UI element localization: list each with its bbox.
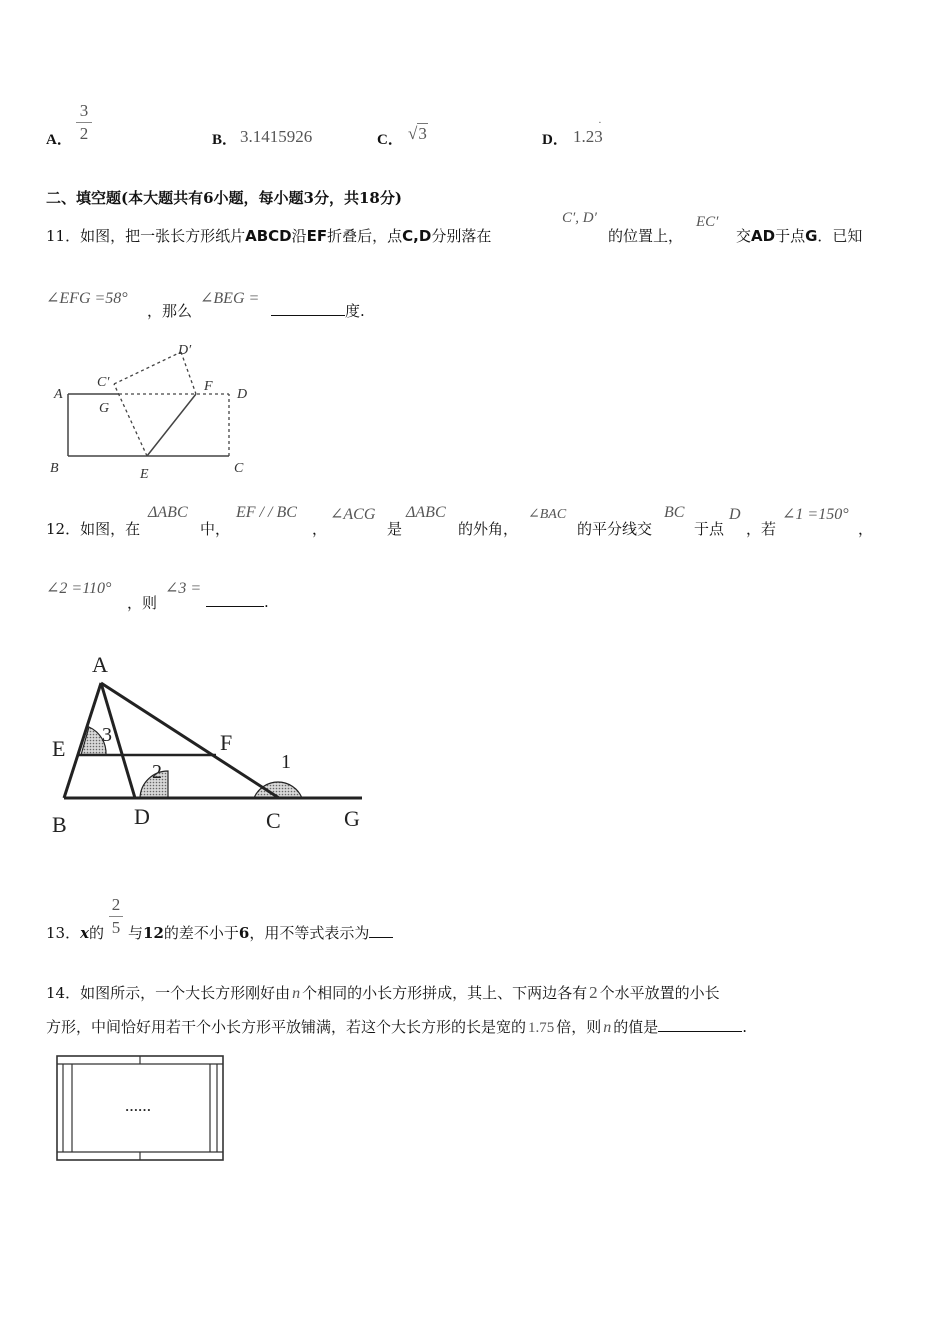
q13-six: 6 [238, 924, 250, 942]
q11-answer-line [271, 300, 365, 321]
q12-math-angle3: ∠3 = [165, 580, 202, 597]
q14-text: 个相同的小长方形拼成，其上、下两边各有 [302, 984, 588, 1002]
q14-text: 如图所示，一个大长方形刚好由 [80, 984, 291, 1002]
q13-text: 的 [89, 924, 105, 942]
q12-math-angle1: ∠1 =150° [782, 506, 849, 523]
option-a-denominator: 2 [79, 124, 89, 143]
option-d-label: D． [542, 132, 568, 148]
q14-text: . [742, 1018, 748, 1036]
q12-text: 的平分线交 [577, 520, 653, 538]
fig11-label-cprime: C′ [97, 375, 110, 390]
sqrt-icon: √ [408, 124, 418, 143]
q13-twelve: 12 [143, 924, 164, 942]
q13-x: x [80, 924, 90, 942]
q11-math-ec-prime: EC′ [696, 214, 719, 230]
edge-cprime-dprime [114, 352, 181, 384]
q11-text: 沿 [291, 227, 307, 245]
q14-text: 的值是 [613, 1018, 659, 1036]
fig11-label-a: A [54, 387, 63, 402]
q13-text: ，用不等式表示为 [249, 924, 370, 942]
q11-text: 如图，把一张长方形纸片 [80, 227, 246, 245]
q12-math-angle2: ∠2 =110° [46, 580, 112, 597]
q13-start [46, 922, 104, 943]
side-ac [101, 683, 279, 798]
ellipsis-dots: …… [125, 1099, 151, 1114]
q14-figure [55, 1054, 227, 1164]
q12-start [46, 518, 140, 539]
q11-text: 度. [345, 302, 365, 320]
q12-math-abc-2: ΔABC [406, 504, 446, 521]
q12-math-bac: ∠BAC [528, 507, 567, 522]
q14-text: 个水平放置的小长 [599, 984, 720, 1002]
fig12-label-c: C [266, 808, 281, 833]
q12-text: 如图，在 [80, 520, 141, 538]
fig11-label-g: G [99, 401, 110, 416]
q11-text: ．已知 [817, 227, 863, 245]
fig12-angle2-label: 2 [152, 761, 162, 783]
edge-dprime-f [181, 352, 196, 394]
option-b-label: B． [212, 132, 238, 148]
option-c-sqrt [408, 124, 428, 144]
option-d-prefix: 1.2 [573, 127, 595, 146]
q11-answer-blank[interactable] [271, 301, 345, 316]
q11-text: 分别落在 [431, 227, 492, 245]
q11-text: 交 [736, 227, 752, 245]
q11-math-cd-prime: C′, D′ [562, 210, 597, 226]
q14-answer-blank[interactable] [658, 1017, 742, 1032]
q12-text: . [264, 593, 269, 611]
q11-text: 于点 [775, 227, 806, 245]
q12-text: 于点 [694, 520, 725, 538]
q11-line1 [46, 225, 491, 246]
q12-answer-blank[interactable] [206, 592, 264, 607]
q11-ef: EF [306, 227, 328, 245]
q13-fraction [109, 895, 123, 938]
fig12-label-f: F [220, 730, 233, 755]
q14-line2 [46, 1016, 747, 1037]
q13-number: 13． [46, 924, 81, 942]
q12-number: 12． [46, 520, 81, 538]
q12-math-acg: ∠ACG [330, 506, 376, 523]
q11-math-beg: ∠BEG = [200, 290, 260, 307]
q13-text: 的差不小于 [163, 924, 239, 942]
fig12-label-d: D [134, 804, 150, 829]
q12-text: ， [312, 520, 328, 538]
fig12-label-b: B [52, 812, 67, 837]
option-b-value: 3.1415926 [240, 127, 313, 146]
option-d-value [573, 118, 603, 147]
fig12-label-e: E [52, 736, 66, 761]
q11-text: 的位置上， [608, 227, 684, 245]
q11-g: G [805, 227, 818, 245]
q14-number: 14． [46, 984, 81, 1002]
fig11-label-e: E [140, 467, 149, 482]
q14-text: 方形，中间恰好用若干个小长方形平放铺满，若这个大长方形的长是宽的 [46, 1018, 527, 1036]
q11-line1-end [736, 225, 862, 246]
fig12-label-a: A [92, 652, 108, 677]
q12-math-efbc: EF / / BC [236, 504, 297, 521]
q14-n: n [292, 985, 301, 1002]
option-a-label: A． [46, 132, 72, 148]
fig12-angle3-label: 3 [102, 724, 112, 746]
q14-line1 [46, 982, 720, 1003]
q12-text: ， [858, 520, 874, 538]
option-d-repeat-digit: 3 [594, 127, 603, 146]
q12-figure [44, 640, 374, 840]
q11-text: ，那么 [147, 302, 193, 320]
option-c-radicand: 3 [418, 124, 427, 143]
option-a-numerator: 3 [79, 101, 89, 120]
q11-number: 11． [46, 227, 81, 245]
edge-e-cprime [114, 384, 147, 456]
q13-text: 与 [128, 924, 144, 942]
q14-ratio: 1.75 [528, 1020, 555, 1036]
q13-rest [128, 922, 393, 943]
q13-numerator: 2 [111, 895, 121, 914]
q11-cd: C,D [402, 227, 432, 245]
fig11-label-b: B [50, 461, 59, 476]
q12-text: 中， [200, 520, 231, 538]
q11-math-efg: ∠EFG =58° [46, 290, 128, 307]
q12-text: 是 [387, 520, 403, 538]
q12-text: 的外角， [458, 520, 519, 538]
repeat-dot-icon: · [598, 118, 602, 129]
q12-answer-line [206, 592, 269, 611]
q11-abcd: ABCD [245, 227, 292, 245]
fig11-label-d: D [237, 387, 248, 402]
q11-ad: AD [751, 227, 776, 245]
fig11-label-dprime: D′ [178, 343, 192, 358]
q12-math-abc: ΔABC [148, 504, 188, 521]
q12-math-bc: BC [664, 504, 685, 521]
q14-text: 倍，则 [556, 1018, 602, 1036]
q14-n-2: n [603, 1019, 612, 1036]
section-heading: 二、填空题(本大题共有6小题，每小题3分，共18分) [46, 189, 402, 207]
option-a-fraction [76, 101, 92, 144]
q12-math-d: D [729, 506, 741, 523]
option-d-repeat [594, 118, 603, 146]
fig11-label-c: C [234, 461, 244, 476]
q11-text: 折叠后，点 [327, 227, 403, 245]
fig12-label-g: G [344, 806, 360, 831]
q13-denominator: 5 [111, 918, 121, 937]
q12-text: ，则 [127, 594, 158, 612]
q12-text: ，若 [746, 520, 777, 538]
q14-two: 2 [589, 983, 598, 1002]
fig12-angle1-label: 1 [281, 751, 291, 773]
q13-answer-blank[interactable] [369, 923, 393, 938]
fold-line-fe [147, 394, 196, 456]
fig11-label-f: F [204, 379, 213, 394]
option-c-label: C． [377, 132, 403, 148]
q11-figure [44, 336, 264, 486]
